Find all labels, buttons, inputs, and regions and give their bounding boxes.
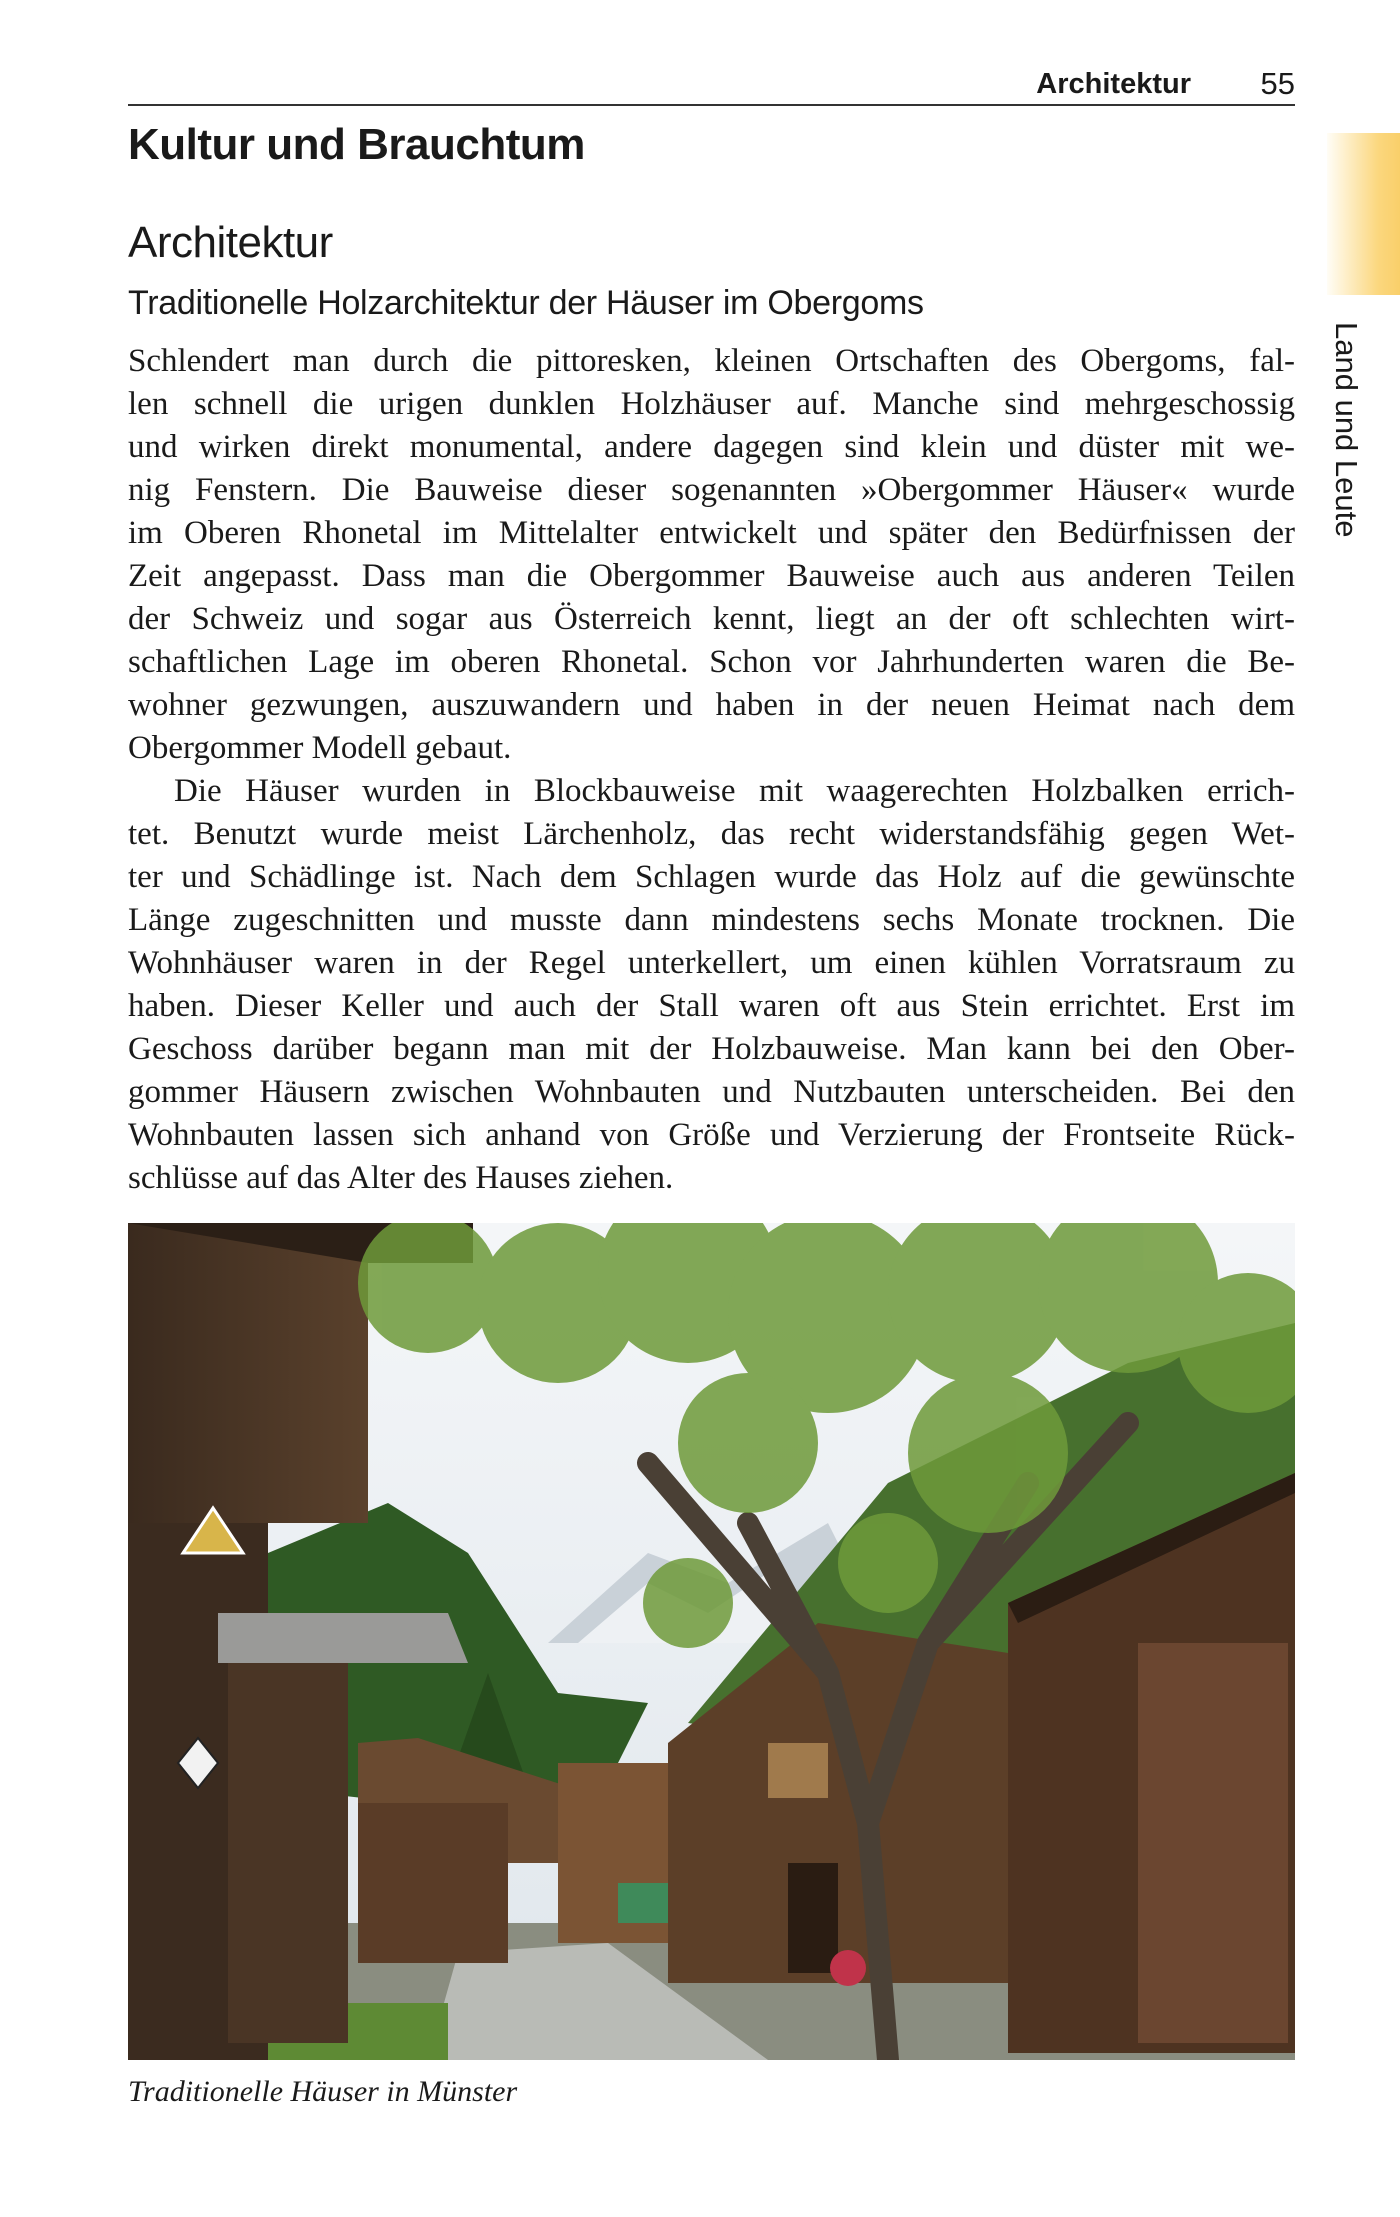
body-line: tet. Benutzt wurde meist Lärchenholz, das recht widerstandsfähig gegen Wet- xyxy=(128,816,1295,852)
body-line: len schnell die urigen dunklen Holzhäuser auf. Manche sind mehrgeschossig xyxy=(128,386,1295,422)
subsection-title: Traditionelle Holzarchitektur der Häuser im Obergoms xyxy=(128,284,924,322)
figure-caption: Traditionelle Häuser in Münster xyxy=(128,2075,518,2108)
body-text xyxy=(128,340,1295,1200)
body-line: Zeit angepasst. Dass man die Obergommer Bauweise auch aus anderen Teilen xyxy=(128,558,1295,594)
body-line: Obergommer Modell gebaut. xyxy=(128,730,512,766)
chapter-side-label: Land und Leute xyxy=(1329,322,1364,538)
body-line: gommer Häusern zwischen Wohnbauten und Nutzbauten unterscheiden. Bei den xyxy=(128,1074,1295,1110)
body-line: Wohnbauten lassen sich anhand von Größe und Verzierung der Frontseite Rück- xyxy=(128,1117,1295,1153)
body-line: Schlendert man durch die pittoresken, kleinen Ortschaften des Obergoms, fal- xyxy=(128,343,1295,379)
body-line: Geschoss darüber begann man mit der Holzbauweise. Man kann bei den Ober- xyxy=(128,1031,1295,1067)
body-line: Die Häuser wurden in Blockbauweise mit waagerechten Holzbalken errich- xyxy=(174,773,1295,809)
running-head-section: Architektur xyxy=(1036,68,1191,100)
body-line: Länge zugeschnitten und musste dann mindestens sechs Monate trocknen. Die xyxy=(128,902,1295,938)
body-line: wohner gezwungen, auszuwandern und haben in der neuen Heimat nach dem xyxy=(128,687,1295,723)
page-number: 55 xyxy=(1260,66,1295,101)
body-line: haben. Dieser Keller und auch der Stall waren oft aus Stein errichtet. Erst im xyxy=(128,988,1295,1024)
body-line: nig Fenstern. Die Bauweise dieser sogenannten »Obergommer Häuser« wurde xyxy=(128,472,1295,508)
body-line: schaftlichen Lage im oberen Rhonetal. Schon vor Jahrhunderten waren die Be- xyxy=(128,644,1295,680)
body-line: ter und Schädlinge ist. Nach dem Schlagen wurde das Holz auf die gewünschte xyxy=(128,859,1295,895)
body-line: im Oberen Rhonetal im Mittelalter entwickelt und später den Bedürfnissen der xyxy=(128,515,1295,551)
photo-illustration xyxy=(128,1223,1295,2060)
photo-traditional-houses xyxy=(128,1223,1295,2060)
running-head xyxy=(128,60,1295,106)
body-line: der Schweiz und sogar aus Österreich kennt, liegt an der oft schlechten wirt- xyxy=(128,601,1295,637)
chapter-tab-marker xyxy=(1327,133,1400,295)
chapter-title: Kultur und Brauchtum xyxy=(128,120,585,169)
body-line: und wirken direkt monumental, andere dagegen sind klein und düster mit we- xyxy=(128,429,1295,465)
body-line: schlüsse auf das Alter des Hauses ziehen. xyxy=(128,1160,674,1196)
body-line: Wohnhäuser waren in der Regel unterkellert, um einen kühlen Vorratsraum zu xyxy=(128,945,1295,981)
section-title: Architektur xyxy=(128,218,333,267)
